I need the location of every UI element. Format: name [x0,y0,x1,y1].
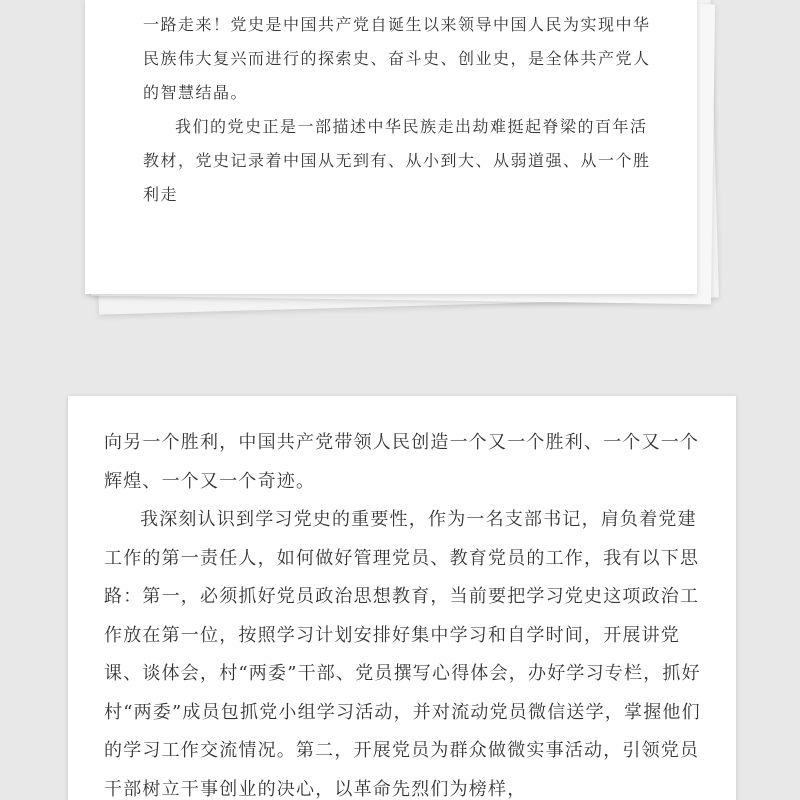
bottom-page [68,396,736,800]
top-page [85,0,697,294]
bottom-paragraph-1: 向另一个胜利，中国共产党带领人民创造一个又一个胜利、一个又一个辉煌、一个又一个奇迹。 [104,432,700,492]
bottom-paragraph-2: 我深刻认识到学习党史的重要性，作为一名支部书记，肩负着党建工作的第一责任人，如何做好管理党员、教育党员的工作，我有以下思路：第一，必须抓好党员政治思想教育，当前要把学习党史这项政治工作放在第一位，按照学习计划安排好集中学习和自学时间，开展讲党课、谈体会，村“两委”干部、党员撰写心得体会，办好学习专栏，抓好村“两委”成员包抓党小组学习活动，并对流动党员微信送学，掌握他们的学习工作交流情况。第二，开展党员为群众做微实事活动，引领党员干部树立干事创业的决心，以革命先烈们为榜样， [104,509,701,800]
bottom-page-body [104,424,702,800]
top-page-stack [85,0,725,310]
top-paragraph-1: 一路走来！党史是中国共产党自诞生以来领导中国人民为实现中华民族伟大复兴而进行的探索史、奋斗史、创业史，是全体共产党人的智慧结晶。 [143,15,651,102]
top-page-body [143,8,663,212]
top-paragraph-2: 我们的党史正是一部描述中华民族走出劫难挺起脊梁的百年活教材，党史记录着中国从无到有、从小到大、从弱道强、从一个胜利走 [143,117,651,204]
